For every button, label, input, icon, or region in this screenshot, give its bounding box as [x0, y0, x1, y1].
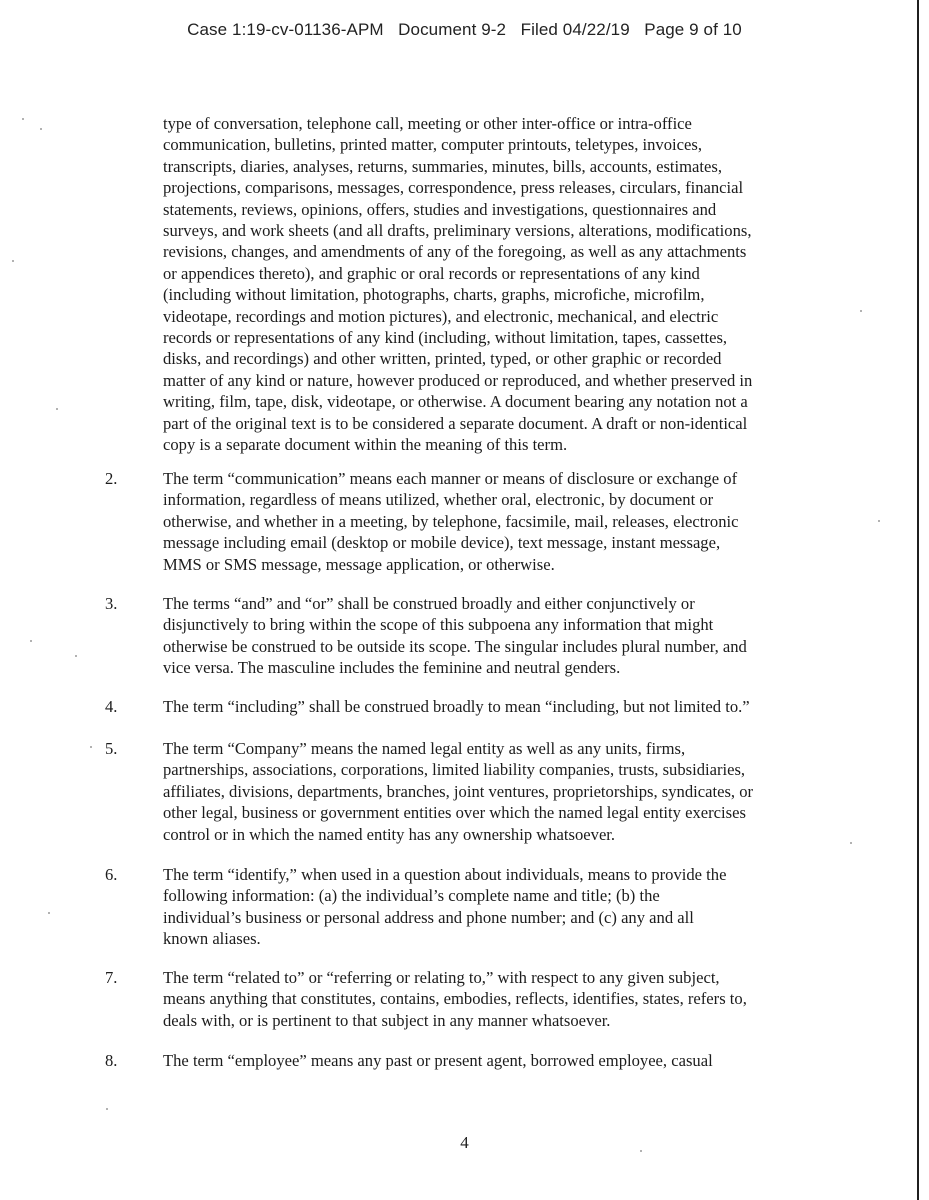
scan-speck — [12, 260, 14, 262]
item-number: 5. — [105, 739, 118, 758]
item-text — [163, 738, 823, 845]
text-line: MMS or SMS message, message application, or otherwise. — [163, 554, 555, 574]
text-line: videotape, recordings and motion pictures), and electronic, mechanical, and electric — [163, 306, 719, 326]
text-line: The term “including” shall be construed broadly to mean “including, but not limited to.” — [163, 697, 750, 716]
text-line: otherwise, and whether in a meeting, by telephone, facsimile, mail, releases, electronic — [163, 511, 739, 531]
item-text — [163, 864, 823, 950]
text-line: known aliases. — [163, 929, 261, 949]
text-line: type of conversation, telephone call, meeting or other inter-office or intra-office — [163, 114, 692, 133]
text-line: The term “communication” means each manner or means of disclosure or exchange of — [163, 469, 738, 488]
text-line: copy is a separate document within the meaning of this term. — [163, 435, 568, 455]
item-number: 8. — [105, 1051, 118, 1070]
text-line: projections, comparisons, messages, correspondence, press releases, circulars, financial — [163, 178, 744, 198]
item-text — [163, 967, 823, 1031]
page-indicator: Page 9 of 10 — [644, 20, 742, 39]
scan-speck — [90, 746, 92, 748]
item-text — [163, 593, 823, 679]
text-line: records or representations of any kind (including, without limitation, tapes, cassettes, — [163, 328, 728, 348]
text-line: revisions, changes, and amendments of any of the foregoing, as well as any attachments — [163, 242, 747, 262]
scan-speck — [56, 408, 58, 410]
text-line: surveys, and work sheets (and all drafts, preliminary versions, alterations, modifications, — [163, 221, 752, 241]
scan-speck — [640, 1150, 642, 1152]
scan-speck — [22, 118, 24, 120]
text-line: other legal, business or government entities over which the named legal entity exercises — [163, 803, 746, 823]
text-line: vice versa. The masculine includes the feminine and neutral genders. — [163, 658, 621, 678]
text-line: individual’s business or personal address and phone number; and (c) any and all — [163, 907, 694, 927]
text-line: message including email (desktop or mobile device), text message, instant message, — [163, 533, 721, 553]
text-line: information, regardless of means utilized, whether oral, electronic, by document or — [163, 490, 714, 510]
text-line: affiliates, divisions, departments, branches, joint ventures, proprietorships, syndicates, or — [163, 781, 754, 801]
item-text — [163, 468, 823, 575]
intro-paragraph — [163, 113, 819, 456]
scan-speck — [850, 842, 852, 844]
document-number: Document 9-2 — [398, 20, 507, 39]
text-line: part of the original text is to be considered a separate document. A draft or non-identical — [163, 413, 748, 433]
item-text — [163, 696, 823, 717]
scan-speck — [75, 655, 77, 657]
item-text — [163, 1050, 823, 1071]
page-number-footer: 4 — [460, 1133, 469, 1152]
scan-speck — [48, 912, 50, 914]
text-line: communication, bulletins, printed matter, computer printouts, teletypes, invoices, — [163, 135, 702, 155]
text-line: transcripts, diaries, analyses, returns, summaries, minutes, bills, accounts, estimates, — [163, 156, 722, 176]
text-line: (including without limitation, photographs, charts, graphs, microfiche, microfilm, — [163, 285, 705, 305]
text-line: disks, and recordings) and other written, printed, typed, or other graphic or recorded — [163, 349, 722, 369]
item-number: 2. — [105, 469, 118, 488]
case-header — [0, 20, 929, 40]
text-line: otherwise be construed to be outside its scope. The singular includes plural number, and — [163, 636, 747, 656]
text-line: The term “related to” or “referring or relating to,” with respect to any given subject, — [163, 968, 720, 987]
scan-speck — [40, 128, 42, 130]
scan-speck — [106, 1108, 108, 1110]
text-line: matter of any kind or nature, however produced or reproduced, and whether preserved in — [163, 370, 753, 390]
text-line: control or in which the named entity has any ownership whatsoever. — [163, 824, 616, 844]
text-line: The terms “and” and “or” shall be construed broadly and either conjunctively or — [163, 594, 695, 613]
scan-speck — [860, 310, 862, 312]
text-line: writing, film, tape, disk, videotape, or otherwise. A document bearing any notation not a — [163, 392, 748, 412]
text-line: disjunctively to bring within the scope of this subpoena any information that might — [163, 615, 714, 635]
text-line: following information: (a) the individual’s complete name and title; (b) the — [163, 886, 660, 906]
item-number: 6. — [105, 865, 118, 884]
text-line: The term “employee” means any past or present agent, borrowed employee, casual — [163, 1051, 713, 1070]
item-number: 3. — [105, 594, 118, 613]
text-line: or appendices thereto), and graphic or oral records or representations of any kind — [163, 263, 700, 283]
scan-speck — [878, 520, 880, 522]
scan-edge-line — [917, 0, 919, 1200]
text-line: partnerships, associations, corporations, limited liability companies, trusts, subsidiaries, — [163, 760, 746, 780]
text-line: The term “identify,” when used in a question about individuals, means to provide the — [163, 865, 727, 884]
item-number: 4. — [105, 697, 118, 716]
text-line: means anything that constitutes, contains, embodies, reflects, identifies, states, refers to, — [163, 989, 747, 1009]
text-line: statements, reviews, opinions, offers, studies and investigations, questionnaires and — [163, 199, 717, 219]
item-number: 7. — [105, 968, 118, 987]
scan-speck — [30, 640, 32, 642]
text-line: The term “Company” means the named legal entity as well as any units, firms, — [163, 739, 686, 758]
filed-date: Filed 04/22/19 — [520, 20, 630, 39]
text-line: deals with, or is pertinent to that subject in any manner whatsoever. — [163, 1010, 611, 1030]
case-number: Case 1:19-cv-01136-APM — [187, 20, 384, 39]
